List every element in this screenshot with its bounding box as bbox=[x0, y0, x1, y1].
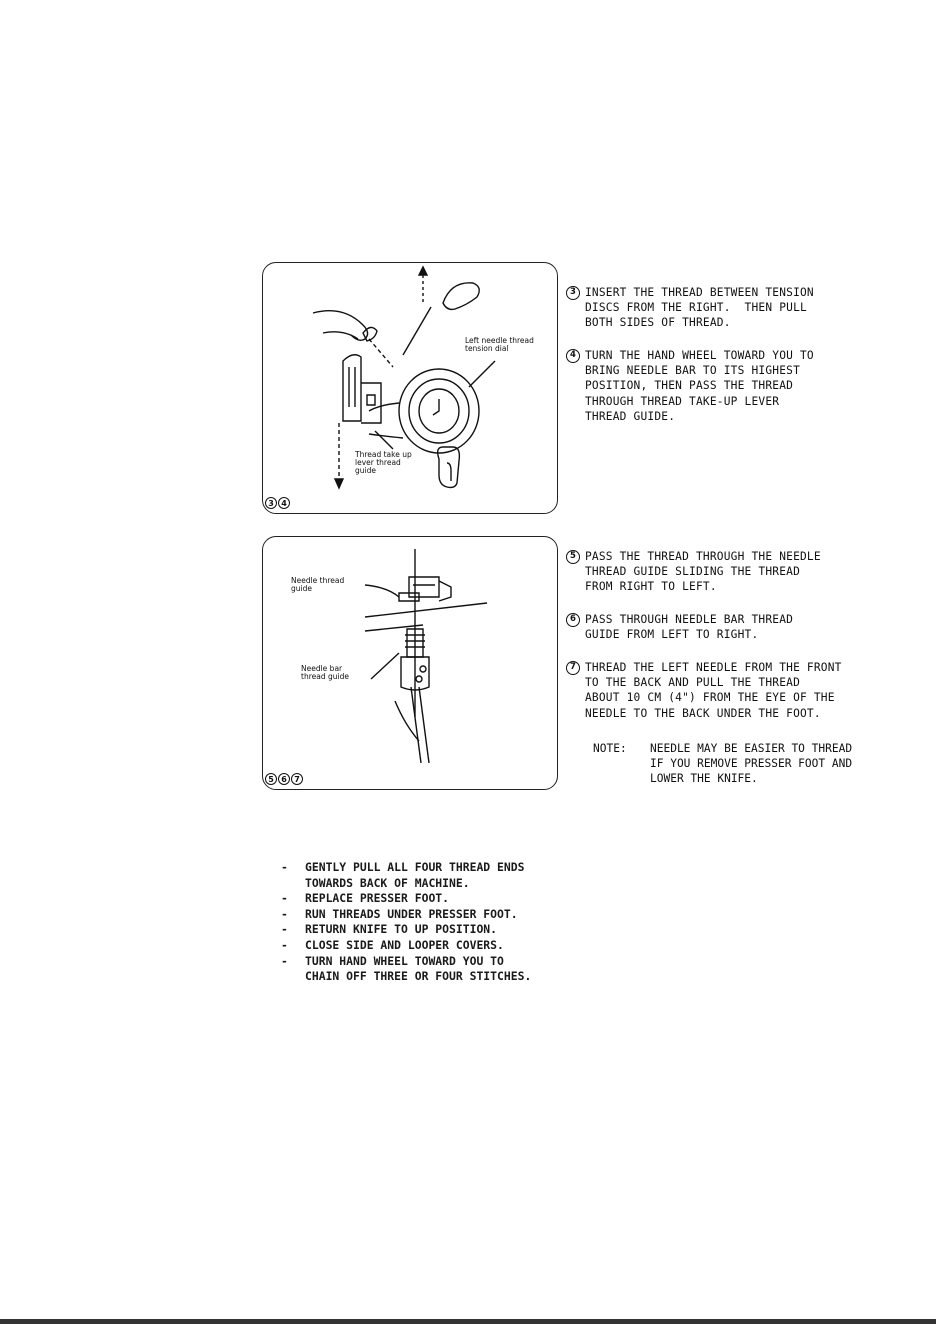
step-line: THREAD THE LEFT NEEDLE FROM THE FRONT bbox=[585, 661, 842, 674]
bullet-dash: - bbox=[281, 937, 288, 952]
step-line: POSITION, THEN PASS THE THREAD bbox=[585, 379, 794, 393]
step-line: THREAD GUIDE. bbox=[585, 409, 676, 423]
list-item-text: CLOSE SIDE AND LOOPER COVERS. bbox=[305, 937, 504, 952]
step-line: INSERT THE THREAD BETWEEN TENSION bbox=[585, 286, 814, 299]
list-item bbox=[281, 954, 531, 985]
page-bottom-edge bbox=[0, 1319, 936, 1324]
list-item-text: RETURN KNIFE TO UP POSITION. bbox=[305, 922, 498, 937]
note-label: NOTE: bbox=[593, 742, 627, 755]
step-7 bbox=[566, 660, 842, 721]
badge-6: 6 bbox=[278, 773, 290, 785]
step-line: PASS THE THREAD THROUGH THE NEEDLE bbox=[585, 550, 821, 563]
badge-4: 4 bbox=[278, 497, 290, 509]
bullet-dash: - bbox=[281, 922, 288, 937]
list-item-text: TURN HAND WHEEL TOWARD YOU TO CHAIN OFF THREE OR FOUR STITCHES. bbox=[305, 953, 532, 984]
step-line: BOTH SIDES OF THREAD. bbox=[585, 316, 731, 330]
step-number: 6 bbox=[566, 613, 580, 627]
list-item bbox=[281, 922, 531, 938]
badge-7: 7 bbox=[291, 773, 303, 785]
step-number: 7 bbox=[566, 661, 580, 675]
list-item-text: GENTLY PULL ALL FOUR THREAD ENDS TOWARDS BACK OF MACHINE. bbox=[305, 860, 525, 890]
note-line: LOWER THE KNIFE. bbox=[650, 772, 758, 786]
tension-dial-illustration bbox=[263, 263, 557, 513]
badge-3: 3 bbox=[265, 497, 277, 509]
figure-tension-dial bbox=[262, 262, 558, 514]
step-line: DISCS FROM THE RIGHT. THEN PULL bbox=[585, 301, 807, 315]
step-line: TURN THE HAND WHEEL TOWARD YOU TO bbox=[585, 349, 814, 362]
list-item bbox=[281, 938, 531, 954]
bullet-dash: - bbox=[281, 906, 288, 921]
step-5 bbox=[566, 549, 821, 595]
list-item bbox=[281, 891, 531, 907]
step-3 bbox=[566, 285, 814, 331]
step-line: GUIDE FROM LEFT TO RIGHT. bbox=[585, 628, 759, 642]
list-item bbox=[281, 860, 531, 891]
note-line: NEEDLE MAY BE EASIER TO THREAD bbox=[650, 742, 853, 755]
step-6 bbox=[566, 612, 793, 642]
bullet-dash: - bbox=[281, 953, 288, 968]
needle-thread-guide-label: Needle thread guide bbox=[291, 576, 345, 593]
step-line: FROM RIGHT TO LEFT. bbox=[585, 580, 717, 594]
step-line: THREAD GUIDE SLIDING THE THREAD bbox=[585, 565, 800, 579]
step-line: TO THE BACK AND PULL THE THREAD bbox=[585, 676, 800, 690]
step-number: 5 bbox=[566, 550, 580, 564]
note-line: IF YOU REMOVE PRESSER FOOT AND bbox=[650, 757, 853, 771]
step-line: PASS THROUGH NEEDLE BAR THREAD bbox=[585, 613, 794, 626]
needle-guides-illustration bbox=[263, 537, 557, 789]
list-item-text: RUN THREADS UNDER PRESSER FOOT. bbox=[305, 906, 518, 921]
step-line: ABOUT 10 CM (4") FROM THE EYE OF THE bbox=[585, 691, 835, 705]
list-item-text: REPLACE PRESSER FOOT. bbox=[305, 891, 450, 906]
figure-needle-guides bbox=[262, 536, 558, 790]
badge-5: 5 bbox=[265, 773, 277, 785]
step-line: NEEDLE TO THE BACK UNDER THE FOOT. bbox=[585, 706, 821, 720]
take-up-lever-guide-label: Thread take up lever thread guide bbox=[355, 450, 412, 475]
list-item bbox=[281, 907, 531, 923]
bullet-dash: - bbox=[281, 891, 288, 906]
step-4 bbox=[566, 348, 814, 424]
tension-dial-label: Left needle thread tension dial bbox=[465, 336, 534, 353]
step-number: 4 bbox=[566, 349, 580, 363]
step-number: 3 bbox=[566, 286, 580, 300]
bullet-dash: - bbox=[281, 860, 288, 874]
step-badges bbox=[265, 497, 290, 509]
step-line: BRING NEEDLE BAR TO ITS HIGHEST bbox=[585, 364, 800, 378]
note bbox=[593, 741, 852, 787]
final-steps-list bbox=[281, 860, 531, 985]
step-badges bbox=[265, 773, 303, 785]
step-line: THROUGH THREAD TAKE-UP LEVER bbox=[585, 394, 780, 408]
needle-bar-thread-guide-label: Needle bar thread guide bbox=[301, 664, 349, 681]
